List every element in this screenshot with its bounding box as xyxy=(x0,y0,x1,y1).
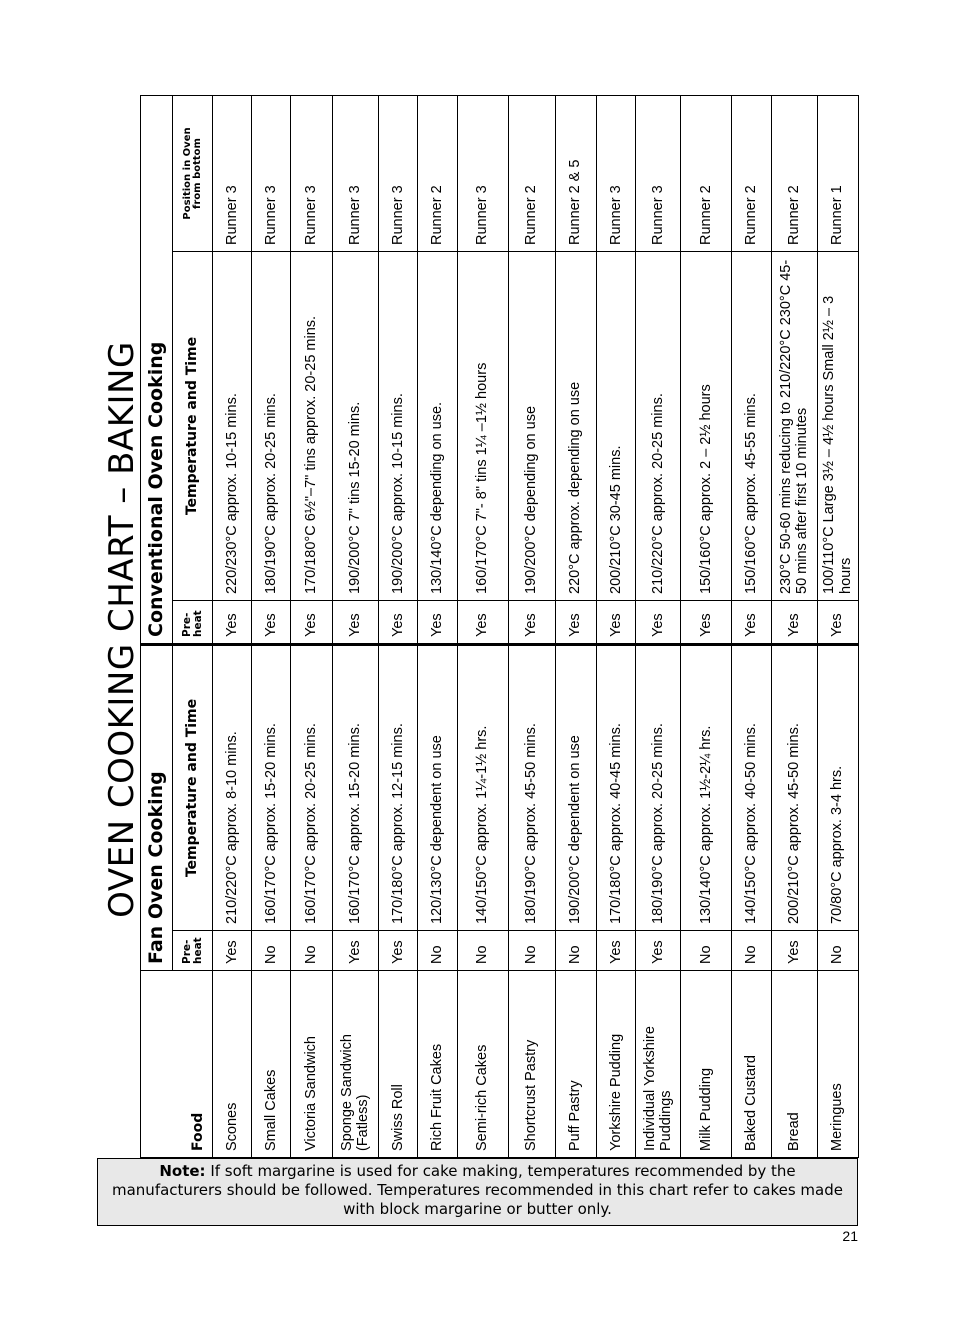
conv-temp-time-cell: 200/210°C 30-45 mins. xyxy=(596,252,635,601)
fan-preheat-cell: No xyxy=(291,931,332,971)
conv-temp-time-cell: 220/230°C approx. 10-15 mins. xyxy=(213,252,252,601)
conv-preheat-cell: Yes xyxy=(213,601,252,645)
fan-preheat-cell: No xyxy=(252,931,291,971)
conv-preheat-cell: Yes xyxy=(379,601,418,645)
fan-preheat-header: Pre- heat xyxy=(173,931,213,971)
fan-temp-time-cell: 160/170°C approx. 20-25 mins. xyxy=(291,645,332,931)
position-cell: Runner 3 xyxy=(457,95,509,251)
conv-preheat-cell: Yes xyxy=(555,601,596,645)
position-cell: Runner 3 xyxy=(252,95,291,251)
conv-preheat-cell: Yes xyxy=(418,601,457,645)
conv-preheat-cell: Yes xyxy=(332,601,378,645)
position-cell: Runner 3 xyxy=(332,95,378,251)
position-cell: Runner 2 xyxy=(772,95,817,251)
conv-preheat-cell: Yes xyxy=(457,601,509,645)
note-text: If soft margarine is used for cake making, temperatures recommended by the manufacturers should be followed. Temperatures recommended in this chart refer to cakes made with block margarine or butter only. xyxy=(112,1162,843,1218)
food-name-cell: Shortcrust Pastry xyxy=(509,971,555,1158)
food-name-cell: Milk Pudding xyxy=(681,971,732,1158)
fan-preheat-cell: Yes xyxy=(332,931,378,971)
table-row xyxy=(555,95,596,1157)
conv-preheat-cell: Yes xyxy=(596,601,635,645)
fan-preheat-cell: No xyxy=(555,931,596,971)
conv-temp-time-cell: 180/190°C approx. 20-25 mins. xyxy=(252,252,291,601)
food-name-cell: Individual Yorkshire Puddings xyxy=(636,971,681,1158)
conv-temp-time-cell: 190/200°C approx. 10-15 mins. xyxy=(379,252,418,601)
position-cell: Runner 3 xyxy=(291,95,332,251)
food-name-cell: Victoria Sandwich xyxy=(291,971,332,1158)
table-row xyxy=(731,95,771,1157)
position-header: Position in Oven from bottom xyxy=(173,95,213,251)
food-column-header: Food xyxy=(141,971,213,1158)
table-row xyxy=(332,95,378,1157)
conv-temp-time-cell: 190/200°C depending on use xyxy=(509,252,555,601)
position-cell: Runner 3 xyxy=(213,95,252,251)
food-name-cell: Sponge Sandwich (Fatless) xyxy=(332,971,378,1158)
fan-temp-time-cell: 160/170°C approx. 15-20 mins. xyxy=(332,645,378,931)
fan-oven-cooking-header: Fan Oven Cooking xyxy=(141,645,173,971)
fan-preheat-cell: Yes xyxy=(379,931,418,971)
page-title: OVEN COOKING CHART – BAKING xyxy=(102,341,142,918)
position-cell: Runner 2 xyxy=(509,95,555,251)
fan-temp-time-cell: 130/140°C approx. 1½-2¼ hrs. xyxy=(681,645,732,931)
conv-temp-time-cell: 220°C approx. depending on use xyxy=(555,252,596,601)
conv-preheat-cell: Yes xyxy=(772,601,817,645)
fan-temp-time-cell: 70/80°C approx. 3-4 hrs. xyxy=(817,645,858,931)
fan-temp-time-cell: 140/150°C approx. 1¼-1½ hrs. xyxy=(457,645,509,931)
fan-preheat-cell: No xyxy=(681,931,732,971)
fan-preheat-cell: Yes xyxy=(772,931,817,971)
table-row xyxy=(636,95,681,1157)
table-row xyxy=(681,95,732,1157)
conv-temp-time-cell: 190/200°C 7" tins 15-20 mins. xyxy=(332,252,378,601)
conv-preheat-cell: Yes xyxy=(509,601,555,645)
fan-preheat-cell: No xyxy=(817,931,858,971)
conv-temp-time-cell: 210/220°C approx. 20-25 mins. xyxy=(636,252,681,601)
conv-temp-time-cell: 100/110°C Large 3½ – 4½ hours Small 2½ – 3 hours xyxy=(817,252,858,601)
position-cell: Runner 2 xyxy=(681,95,732,251)
position-cell: Runner 3 xyxy=(596,95,635,251)
food-name-cell: Puff Pastry xyxy=(555,971,596,1158)
conv-preheat-cell: Yes xyxy=(681,601,732,645)
oven-cooking-table xyxy=(140,95,859,1158)
fan-preheat-cell: No xyxy=(457,931,509,971)
fan-preheat-cell: Yes xyxy=(596,931,635,971)
fan-temp-time-cell: 180/190°C approx. 45-50 mins. xyxy=(509,645,555,931)
conv-preheat-cell: Yes xyxy=(817,601,858,645)
conv-preheat-header: Pre- heat xyxy=(173,601,213,645)
table-row xyxy=(457,95,509,1157)
conv-temp-time-cell: 150/160°C approx. 2 – 2½ hours xyxy=(681,252,732,601)
food-name-cell: Yorkshire Pudding xyxy=(596,971,635,1158)
conv-temp-time-cell: 150/160°C approx. 45-55 mins. xyxy=(731,252,771,601)
table-row xyxy=(418,95,457,1157)
position-cell: Runner 3 xyxy=(636,95,681,251)
food-name-cell: Baked Custard xyxy=(731,971,771,1158)
table-row xyxy=(817,95,858,1157)
fan-temp-time-cell: 170/180°C approx. 40-45 mins. xyxy=(596,645,635,931)
fan-temp-time-cell: 210/220°C approx. 8-10 mins. xyxy=(213,645,252,931)
food-name-cell: Meringues xyxy=(817,971,858,1158)
conv-preheat-cell: Yes xyxy=(252,601,291,645)
fan-preheat-cell: No xyxy=(418,931,457,971)
food-name-cell: Rich Fruit Cakes xyxy=(418,971,457,1158)
food-name-cell: Semi-rich Cakes xyxy=(457,971,509,1158)
table-row xyxy=(772,95,817,1157)
fan-temp-time-cell: 180/190°C approx. 20-25 mins. xyxy=(636,645,681,931)
conv-temp-time-cell: 130/140°C depending on use. xyxy=(418,252,457,601)
fan-temp-time-cell: 200/210°C approx. 45-50 mins. xyxy=(772,645,817,931)
conv-temp-time-cell: 160/170°C 7"- 8" tins 1¼ –1½ hours xyxy=(457,252,509,601)
table-row xyxy=(509,95,555,1157)
fan-preheat-cell: Yes xyxy=(213,931,252,971)
note-box xyxy=(97,1158,858,1226)
conv-temp-time-cell: 230°C 50-60 mins reducing to 210/220°C 230°C 45-50 mins after first 10 minutes xyxy=(772,252,817,601)
conv-temp-time-header: Temperature and Time xyxy=(173,252,213,601)
table-row xyxy=(252,95,291,1157)
note-label: Note: xyxy=(159,1162,206,1180)
page-number: 21 xyxy=(842,1228,858,1244)
fan-preheat-cell: Yes xyxy=(636,931,681,971)
fan-preheat-cell: No xyxy=(731,931,771,971)
fan-temp-time-cell: 190/200°C dependent on use xyxy=(555,645,596,931)
position-cell: Runner 2 xyxy=(731,95,771,251)
conv-preheat-cell: Yes xyxy=(636,601,681,645)
fan-temp-time-cell: 170/180°C approx. 12-15 mins. xyxy=(379,645,418,931)
fan-temp-time-cell: 120/130°C dependent on use xyxy=(418,645,457,931)
position-cell: Runner 3 xyxy=(379,95,418,251)
table-row xyxy=(213,95,252,1157)
table-row xyxy=(379,95,418,1157)
position-cell: Runner 1 xyxy=(817,95,858,251)
food-name-cell: Swiss Roll xyxy=(379,971,418,1158)
fan-preheat-cell: No xyxy=(509,931,555,971)
table-row xyxy=(291,95,332,1157)
table-row xyxy=(596,95,635,1157)
food-name-cell: Scones xyxy=(213,971,252,1158)
conventional-oven-cooking-header: Conventional Oven Cooking xyxy=(141,95,173,644)
food-name-cell: Small Cakes xyxy=(252,971,291,1158)
position-cell: Runner 2 xyxy=(418,95,457,251)
position-cell: Runner 2 & 5 xyxy=(555,95,596,251)
fan-temp-time-cell: 140/150°C approx. 40-50 mins. xyxy=(731,645,771,931)
conv-preheat-cell: Yes xyxy=(731,601,771,645)
conv-temp-time-cell: 170/180°C 6½"–7" tins approx. 20-25 mins. xyxy=(291,252,332,601)
fan-temp-time-cell: 160/170°C approx. 15-20 mins. xyxy=(252,645,291,931)
conv-preheat-cell: Yes xyxy=(291,601,332,645)
food-name-cell: Bread xyxy=(772,971,817,1158)
fan-temp-time-header: Temperature and Time xyxy=(173,645,213,931)
